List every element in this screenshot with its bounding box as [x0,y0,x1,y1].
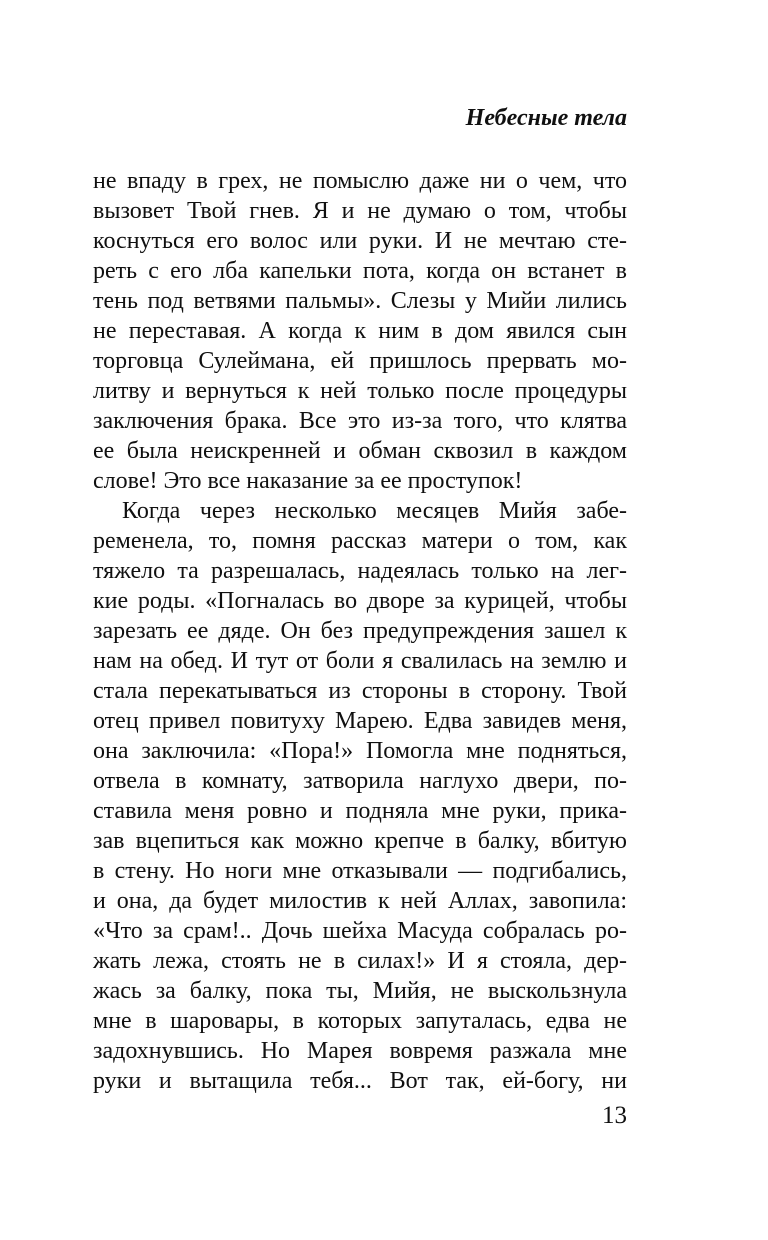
text-line: отвела в комнату, затворила наглухо двери, по- [93,768,627,794]
text-line: коснуться его волос или руки. И не мечтаю сте- [93,228,627,254]
text-line: кие роды. «Погналась во дворе за курицей, чтобы [93,588,627,614]
text-line: тяжело та разрешалась, надеялась только на лег- [93,558,627,584]
text-line: заключения брака. Все это из-за того, что клятва [93,408,627,434]
text-line: отец привел повитуху Марею. Едва завидев меня, [93,708,627,734]
text-line: не впаду в грех, не помыслю даже ни о чем, что [93,168,627,194]
text-line: не переставая. А когда к ним в дом явился сын [93,318,627,344]
text-line: тень под ветвями пальмы». Слезы у Мийи лились [93,288,627,314]
text-line: Когда через несколько месяцев Мийя забе- [122,498,627,524]
running-header: Небесные тела [465,105,627,131]
text-line: вызовет Твой гнев. Я и не думаю о том, чтобы [93,198,627,224]
text-line: ставила меня ровно и подняла мне руки, прика- [93,798,627,824]
text-line: торговца Сулеймана, ей пришлось прервать мо- [93,348,627,374]
text-line: руки и вытащила тебя... Вот так, ей-богу, ни [93,1068,627,1094]
text-line: реть с его лба капельки пота, когда он встанет в [93,258,627,284]
text-line: стала перекатываться из стороны в сторону. Твой [93,678,627,704]
text-line: «Что за срам!.. Дочь шейха Масуда собралась ро- [93,918,627,944]
text-line: зарезать ее дяде. Он без предупреждения зашел к [93,618,627,644]
text-line: жать лежа, стоять не в силах!» И я стояла, дер- [93,948,627,974]
text-line: ее была неискренней и обман сквозил в каждом [93,438,627,464]
text-line: литву и вернуться к ней только после процедуры [93,378,627,404]
body-text [93,166,627,1096]
text-line: и она, да будет милостив к ней Аллах, завопила: [93,888,627,914]
text-line: задохнувшись. Но Марея вовремя разжала мне [93,1038,627,1064]
text-line: зав вцепиться как можно крепче в балку, вбитую [93,828,627,854]
text-line: в стену. Но ноги мне отказывали — подгибались, [93,858,627,884]
text-line: она заключила: «Пора!» Помогла мне подняться, [93,738,627,764]
text-line: ременела, то, помня рассказ матери о том, как [93,528,627,554]
text-line: нам на обед. И тут от боли я свалилась на землю и [93,648,627,674]
text-line: жась за балку, пока ты, Мийя, не выскользнула [93,978,627,1004]
text-line: слове! Это все наказание за ее проступок! [93,468,523,494]
page-number: 13 [602,1102,627,1129]
text-line: мне в шаровары, в которых запуталась, едва не [93,1008,627,1034]
